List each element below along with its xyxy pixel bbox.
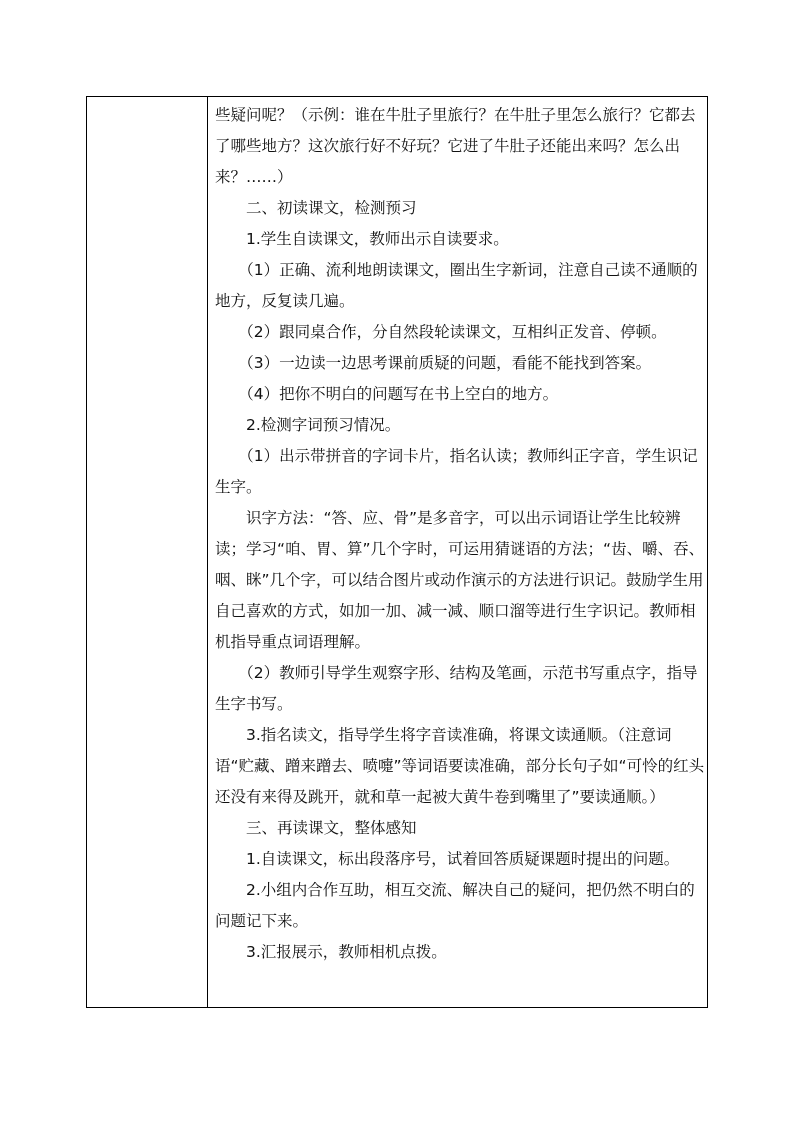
paragraph-intro-questions: 些疑问呢？（示例：谁在牛肚子里旅行？在牛肚子里怎么旅行？它都去了哪些地方？这次旅行好不好玩？它进了牛肚子还能出来吗？怎么出来？……） bbox=[215, 106, 696, 186]
step-3-3: 3.汇报展示，教师相机点拨。 bbox=[246, 943, 447, 961]
section-heading-2: 二、初读课文，检测预习 bbox=[246, 199, 417, 217]
step-3-read-aloud: 3.指名读文，指导学生将字音读准确，将课文读通顺。（注意词语“贮藏、蹭来蹭去、喷嚏”等词语要读准确，部分长句子如“可怜的红头还没有来得及跳开，就和草一起被大黄牛卷到嘴里了”要读通顺。） bbox=[215, 726, 705, 806]
requirement-4: （4）把你不明白的问题写在书上空白的地方。 bbox=[238, 385, 559, 403]
literacy-method: 识字方法：“答、应、骨”是多音字，可以出示词语让学生比较辨读；学习“咱、胃、算”几个字时，可运用猜谜语的方法；“齿、嚼、吞、咽、眯”几个字，可以结合图片或动作演示的方法进行识记。鼓励学生用自己喜欢的方式，如加一加、减一减、顺口溜等进行生字识记。教师相机指导重点词语理解。 bbox=[215, 509, 705, 651]
step-3-2: 2.小组内合作互助，相互交流、解决自己的疑问，把仍然不明白的问题记下来。 bbox=[215, 881, 695, 930]
vocab-step-2: （2）教师引导学生观察字形、结构及笔画，示范书写重点字，指导生字书写。 bbox=[215, 664, 698, 713]
label-cell bbox=[87, 97, 208, 1007]
step-3-1: 1.自读课文，标出段落序号，试着回答质疑课题时提出的问题。 bbox=[246, 850, 680, 868]
lesson-plan-table bbox=[86, 96, 708, 1008]
step-1-self-read: 1.学生自读课文，教师出示自读要求。 bbox=[246, 230, 509, 248]
vocab-step-1: （1）出示带拼音的字词卡片，指名认读；教师纠正字音，学生识记生字。 bbox=[215, 447, 698, 496]
section-heading-3: 三、再读课文，整体感知 bbox=[246, 819, 417, 837]
content-cell bbox=[208, 97, 707, 1007]
requirement-2: （2）跟同桌合作，分自然段轮读课文，互相纠正发音、停顿。 bbox=[238, 323, 667, 341]
step-2-vocabulary-check: 2.检测字词预习情况。 bbox=[246, 416, 401, 434]
requirement-1: （1）正确、流利地朗读课文，圈出生字新词，注意自己读不通顺的地方，反复读几遍。 bbox=[215, 261, 698, 310]
lesson-content bbox=[215, 100, 705, 968]
requirement-3: （3）一边读一边思考课前质疑的问题，看能不能找到答案。 bbox=[238, 354, 652, 372]
